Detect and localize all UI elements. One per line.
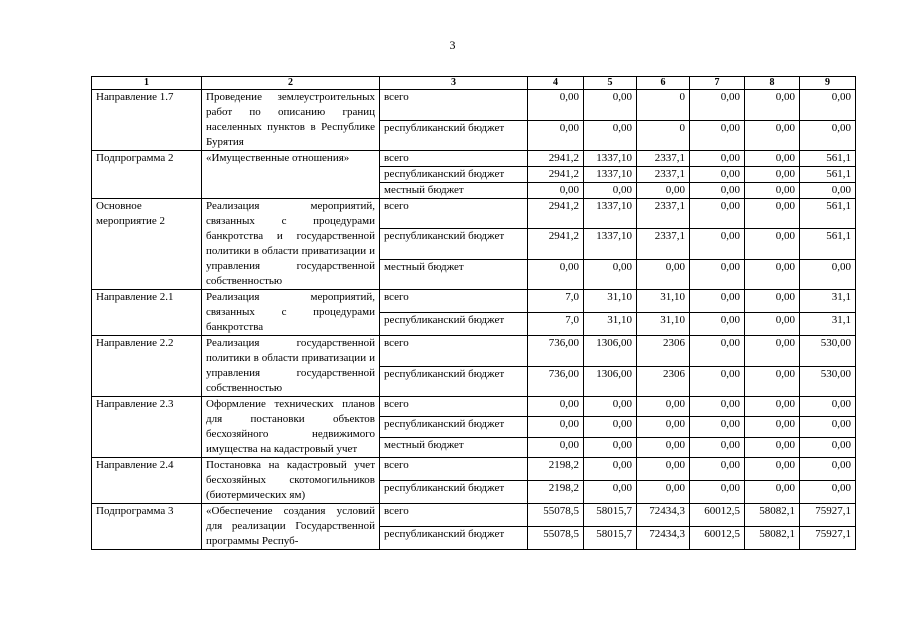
amount-cell: 0,00 xyxy=(584,417,637,437)
amount-cell: 0,00 xyxy=(800,397,856,417)
amount-cell: 0,00 xyxy=(745,120,800,151)
amount-cell: 0,00 xyxy=(637,481,690,504)
funding-source: местный бюджет xyxy=(380,259,528,289)
amount-cell: 0,00 xyxy=(637,417,690,437)
amount-cell: 0,00 xyxy=(800,259,856,289)
amount-cell: 75927,1 xyxy=(800,527,856,550)
amount-cell: 0,00 xyxy=(690,167,745,183)
column-header: 4 xyxy=(528,77,584,90)
page-number: 3 xyxy=(449,38,456,52)
amount-cell: 1306,00 xyxy=(584,336,637,367)
funding-source: всего xyxy=(380,397,528,417)
amount-cell: 0,00 xyxy=(690,313,745,336)
amount-cell: 58015,7 xyxy=(584,504,637,527)
amount-cell: 0,00 xyxy=(745,167,800,183)
amount-cell: 55078,5 xyxy=(528,527,584,550)
amount-cell: 2306 xyxy=(637,336,690,367)
amount-cell: 0,00 xyxy=(528,437,584,457)
funding-source: всего xyxy=(380,151,528,167)
amount-cell: 0,00 xyxy=(690,259,745,289)
header-row xyxy=(92,77,856,90)
amount-cell: 31,1 xyxy=(800,313,856,336)
amount-cell: 0,00 xyxy=(584,481,637,504)
item-label: Основное мероприятие 2 xyxy=(92,199,202,290)
amount-cell: 1337,10 xyxy=(584,167,637,183)
amount-cell: 2306 xyxy=(637,366,690,397)
amount-cell: 0,00 xyxy=(690,199,745,229)
funding-source: республиканский бюджет xyxy=(380,167,528,183)
amount-cell: 55078,5 xyxy=(528,504,584,527)
item-description: Оформление технических планов для постановки объектов бесхозяйного недвижимого имущества на кадастровый учет xyxy=(202,397,380,458)
amount-cell: 72434,3 xyxy=(637,504,690,527)
table-body xyxy=(92,90,856,550)
amount-cell: 0,00 xyxy=(637,259,690,289)
funding-source: всего xyxy=(380,290,528,313)
amount-cell: 58082,1 xyxy=(745,527,800,550)
item-label: Направление 2.2 xyxy=(92,336,202,397)
table-row xyxy=(92,504,856,527)
amount-cell: 0,00 xyxy=(690,290,745,313)
amount-cell: 60012,5 xyxy=(690,527,745,550)
amount-cell: 1337,10 xyxy=(584,151,637,167)
amount-cell: 0,00 xyxy=(745,229,800,259)
amount-cell: 736,00 xyxy=(528,336,584,367)
amount-cell: 0,00 xyxy=(584,259,637,289)
amount-cell: 2337,1 xyxy=(637,167,690,183)
amount-cell: 561,1 xyxy=(800,199,856,229)
amount-cell: 0,00 xyxy=(528,259,584,289)
item-label: Направление 1.7 xyxy=(92,90,202,151)
amount-cell: 0 xyxy=(637,90,690,121)
amount-cell: 0,00 xyxy=(690,120,745,151)
amount-cell: 0,00 xyxy=(584,90,637,121)
amount-cell: 0,00 xyxy=(637,437,690,457)
funding-source: всего xyxy=(380,336,528,367)
amount-cell: 0,00 xyxy=(745,90,800,121)
amount-cell: 1337,10 xyxy=(584,229,637,259)
budget-table xyxy=(91,76,856,550)
item-label: Направление 2.3 xyxy=(92,397,202,458)
amount-cell: 0,00 xyxy=(690,417,745,437)
amount-cell: 0,00 xyxy=(584,437,637,457)
column-header: 2 xyxy=(202,77,380,90)
amount-cell: 0,00 xyxy=(584,120,637,151)
table-row xyxy=(92,151,856,167)
funding-source: республиканский бюджет xyxy=(380,313,528,336)
amount-cell: 0,00 xyxy=(745,313,800,336)
amount-cell: 0,00 xyxy=(745,366,800,397)
amount-cell: 0,00 xyxy=(690,183,745,199)
amount-cell: 0,00 xyxy=(745,417,800,437)
amount-cell: 0,00 xyxy=(800,90,856,121)
amount-cell: 2941,2 xyxy=(528,199,584,229)
amount-cell: 0,00 xyxy=(745,290,800,313)
amount-cell: 0,00 xyxy=(745,199,800,229)
amount-cell: 0,00 xyxy=(745,397,800,417)
amount-cell: 0,00 xyxy=(584,458,637,481)
amount-cell: 2337,1 xyxy=(637,199,690,229)
table-row xyxy=(92,336,856,367)
funding-source: всего xyxy=(380,504,528,527)
amount-cell: 0,00 xyxy=(528,120,584,151)
amount-cell: 2337,1 xyxy=(637,229,690,259)
amount-cell: 530,00 xyxy=(800,336,856,367)
column-header: 6 xyxy=(637,77,690,90)
column-header: 8 xyxy=(745,77,800,90)
amount-cell: 0,00 xyxy=(690,229,745,259)
amount-cell: 0,00 xyxy=(800,458,856,481)
table-row xyxy=(92,199,856,229)
item-description: «Обеспечение создания условий для реализации Государственной программы Респуб- xyxy=(202,504,380,550)
amount-cell: 0,00 xyxy=(528,90,584,121)
item-description: Постановка на кадастровый учет бесхозяйных скотомогильников (биотермических ям) xyxy=(202,458,380,504)
table-row xyxy=(92,90,856,121)
amount-cell: 0,00 xyxy=(690,458,745,481)
amount-cell: 31,10 xyxy=(584,313,637,336)
amount-cell: 530,00 xyxy=(800,366,856,397)
amount-cell: 0,00 xyxy=(584,183,637,199)
item-description: Реализация мероприятий, связанных с процедурами банкротства xyxy=(202,290,380,336)
table-row xyxy=(92,458,856,481)
funding-source: республиканский бюджет xyxy=(380,417,528,437)
funding-source: республиканский бюджет xyxy=(380,481,528,504)
amount-cell: 2198,2 xyxy=(528,458,584,481)
amount-cell: 31,1 xyxy=(800,290,856,313)
amount-cell: 0,00 xyxy=(690,366,745,397)
amount-cell: 2941,2 xyxy=(528,229,584,259)
funding-source: всего xyxy=(380,458,528,481)
item-description: Реализация государственной политики в области приватизации и управления государственной собственностью xyxy=(202,336,380,397)
amount-cell: 0,00 xyxy=(637,458,690,481)
amount-cell: 2337,1 xyxy=(637,151,690,167)
amount-cell: 0,00 xyxy=(584,397,637,417)
amount-cell: 31,10 xyxy=(637,290,690,313)
amount-cell: 7,0 xyxy=(528,313,584,336)
amount-cell: 0,00 xyxy=(690,90,745,121)
amount-cell: 58082,1 xyxy=(745,504,800,527)
amount-cell: 0,00 xyxy=(690,437,745,457)
amount-cell: 58015,7 xyxy=(584,527,637,550)
amount-cell: 2941,2 xyxy=(528,151,584,167)
amount-cell: 72434,3 xyxy=(637,527,690,550)
amount-cell: 1306,00 xyxy=(584,366,637,397)
funding-source: республиканский бюджет xyxy=(380,366,528,397)
item-description: Реализация мероприятий, связанных с процедурами банкротства и государственной политики в области приватизации и управления государственной собственностью xyxy=(202,199,380,290)
funding-source: республиканский бюджет xyxy=(380,120,528,151)
funding-source: местный бюджет xyxy=(380,437,528,457)
amount-cell: 2198,2 xyxy=(528,481,584,504)
amount-cell: 0,00 xyxy=(745,259,800,289)
amount-cell: 561,1 xyxy=(800,151,856,167)
amount-cell: 0,00 xyxy=(800,417,856,437)
funding-source: республиканский бюджет xyxy=(380,229,528,259)
column-header: 7 xyxy=(690,77,745,90)
amount-cell: 0,00 xyxy=(800,120,856,151)
amount-cell: 0,00 xyxy=(745,183,800,199)
amount-cell: 0,00 xyxy=(637,183,690,199)
amount-cell: 0,00 xyxy=(745,481,800,504)
column-header: 3 xyxy=(380,77,528,90)
amount-cell: 0,00 xyxy=(800,481,856,504)
amount-cell: 0,00 xyxy=(690,336,745,367)
amount-cell: 0,00 xyxy=(800,183,856,199)
amount-cell: 60012,5 xyxy=(690,504,745,527)
amount-cell: 0,00 xyxy=(528,397,584,417)
column-header: 1 xyxy=(92,77,202,90)
funding-source: всего xyxy=(380,199,528,229)
amount-cell: 0 xyxy=(637,120,690,151)
amount-cell: 1337,10 xyxy=(584,199,637,229)
item-description: «Имущественные отношения» xyxy=(202,151,380,199)
amount-cell: 561,1 xyxy=(800,167,856,183)
amount-cell: 0,00 xyxy=(690,481,745,504)
column-header: 9 xyxy=(800,77,856,90)
amount-cell: 31,10 xyxy=(637,313,690,336)
amount-cell: 561,1 xyxy=(800,229,856,259)
amount-cell: 31,10 xyxy=(584,290,637,313)
item-label: Направление 2.4 xyxy=(92,458,202,504)
amount-cell: 7,0 xyxy=(528,290,584,313)
amount-cell: 0,00 xyxy=(637,397,690,417)
funding-source: республиканский бюджет xyxy=(380,527,528,550)
amount-cell: 0,00 xyxy=(745,336,800,367)
amount-cell: 0,00 xyxy=(528,183,584,199)
table-row xyxy=(92,397,856,417)
amount-cell: 0,00 xyxy=(745,151,800,167)
item-label: Подпрограмма 3 xyxy=(92,504,202,550)
amount-cell: 0,00 xyxy=(690,397,745,417)
funding-source: местный бюджет xyxy=(380,183,528,199)
table-row xyxy=(92,290,856,313)
item-description: Проведение землеустроительных работ по описанию границ населенных пунктов в Республике Бурятия xyxy=(202,90,380,151)
amount-cell: 736,00 xyxy=(528,366,584,397)
funding-source: всего xyxy=(380,90,528,121)
amount-cell: 75927,1 xyxy=(800,504,856,527)
amount-cell: 0,00 xyxy=(690,151,745,167)
column-header: 5 xyxy=(584,77,637,90)
amount-cell: 0,00 xyxy=(800,437,856,457)
amount-cell: 2941,2 xyxy=(528,167,584,183)
item-label: Подпрограмма 2 xyxy=(92,151,202,199)
amount-cell: 0,00 xyxy=(745,437,800,457)
amount-cell: 0,00 xyxy=(745,458,800,481)
amount-cell: 0,00 xyxy=(528,417,584,437)
item-label: Направление 2.1 xyxy=(92,290,202,336)
